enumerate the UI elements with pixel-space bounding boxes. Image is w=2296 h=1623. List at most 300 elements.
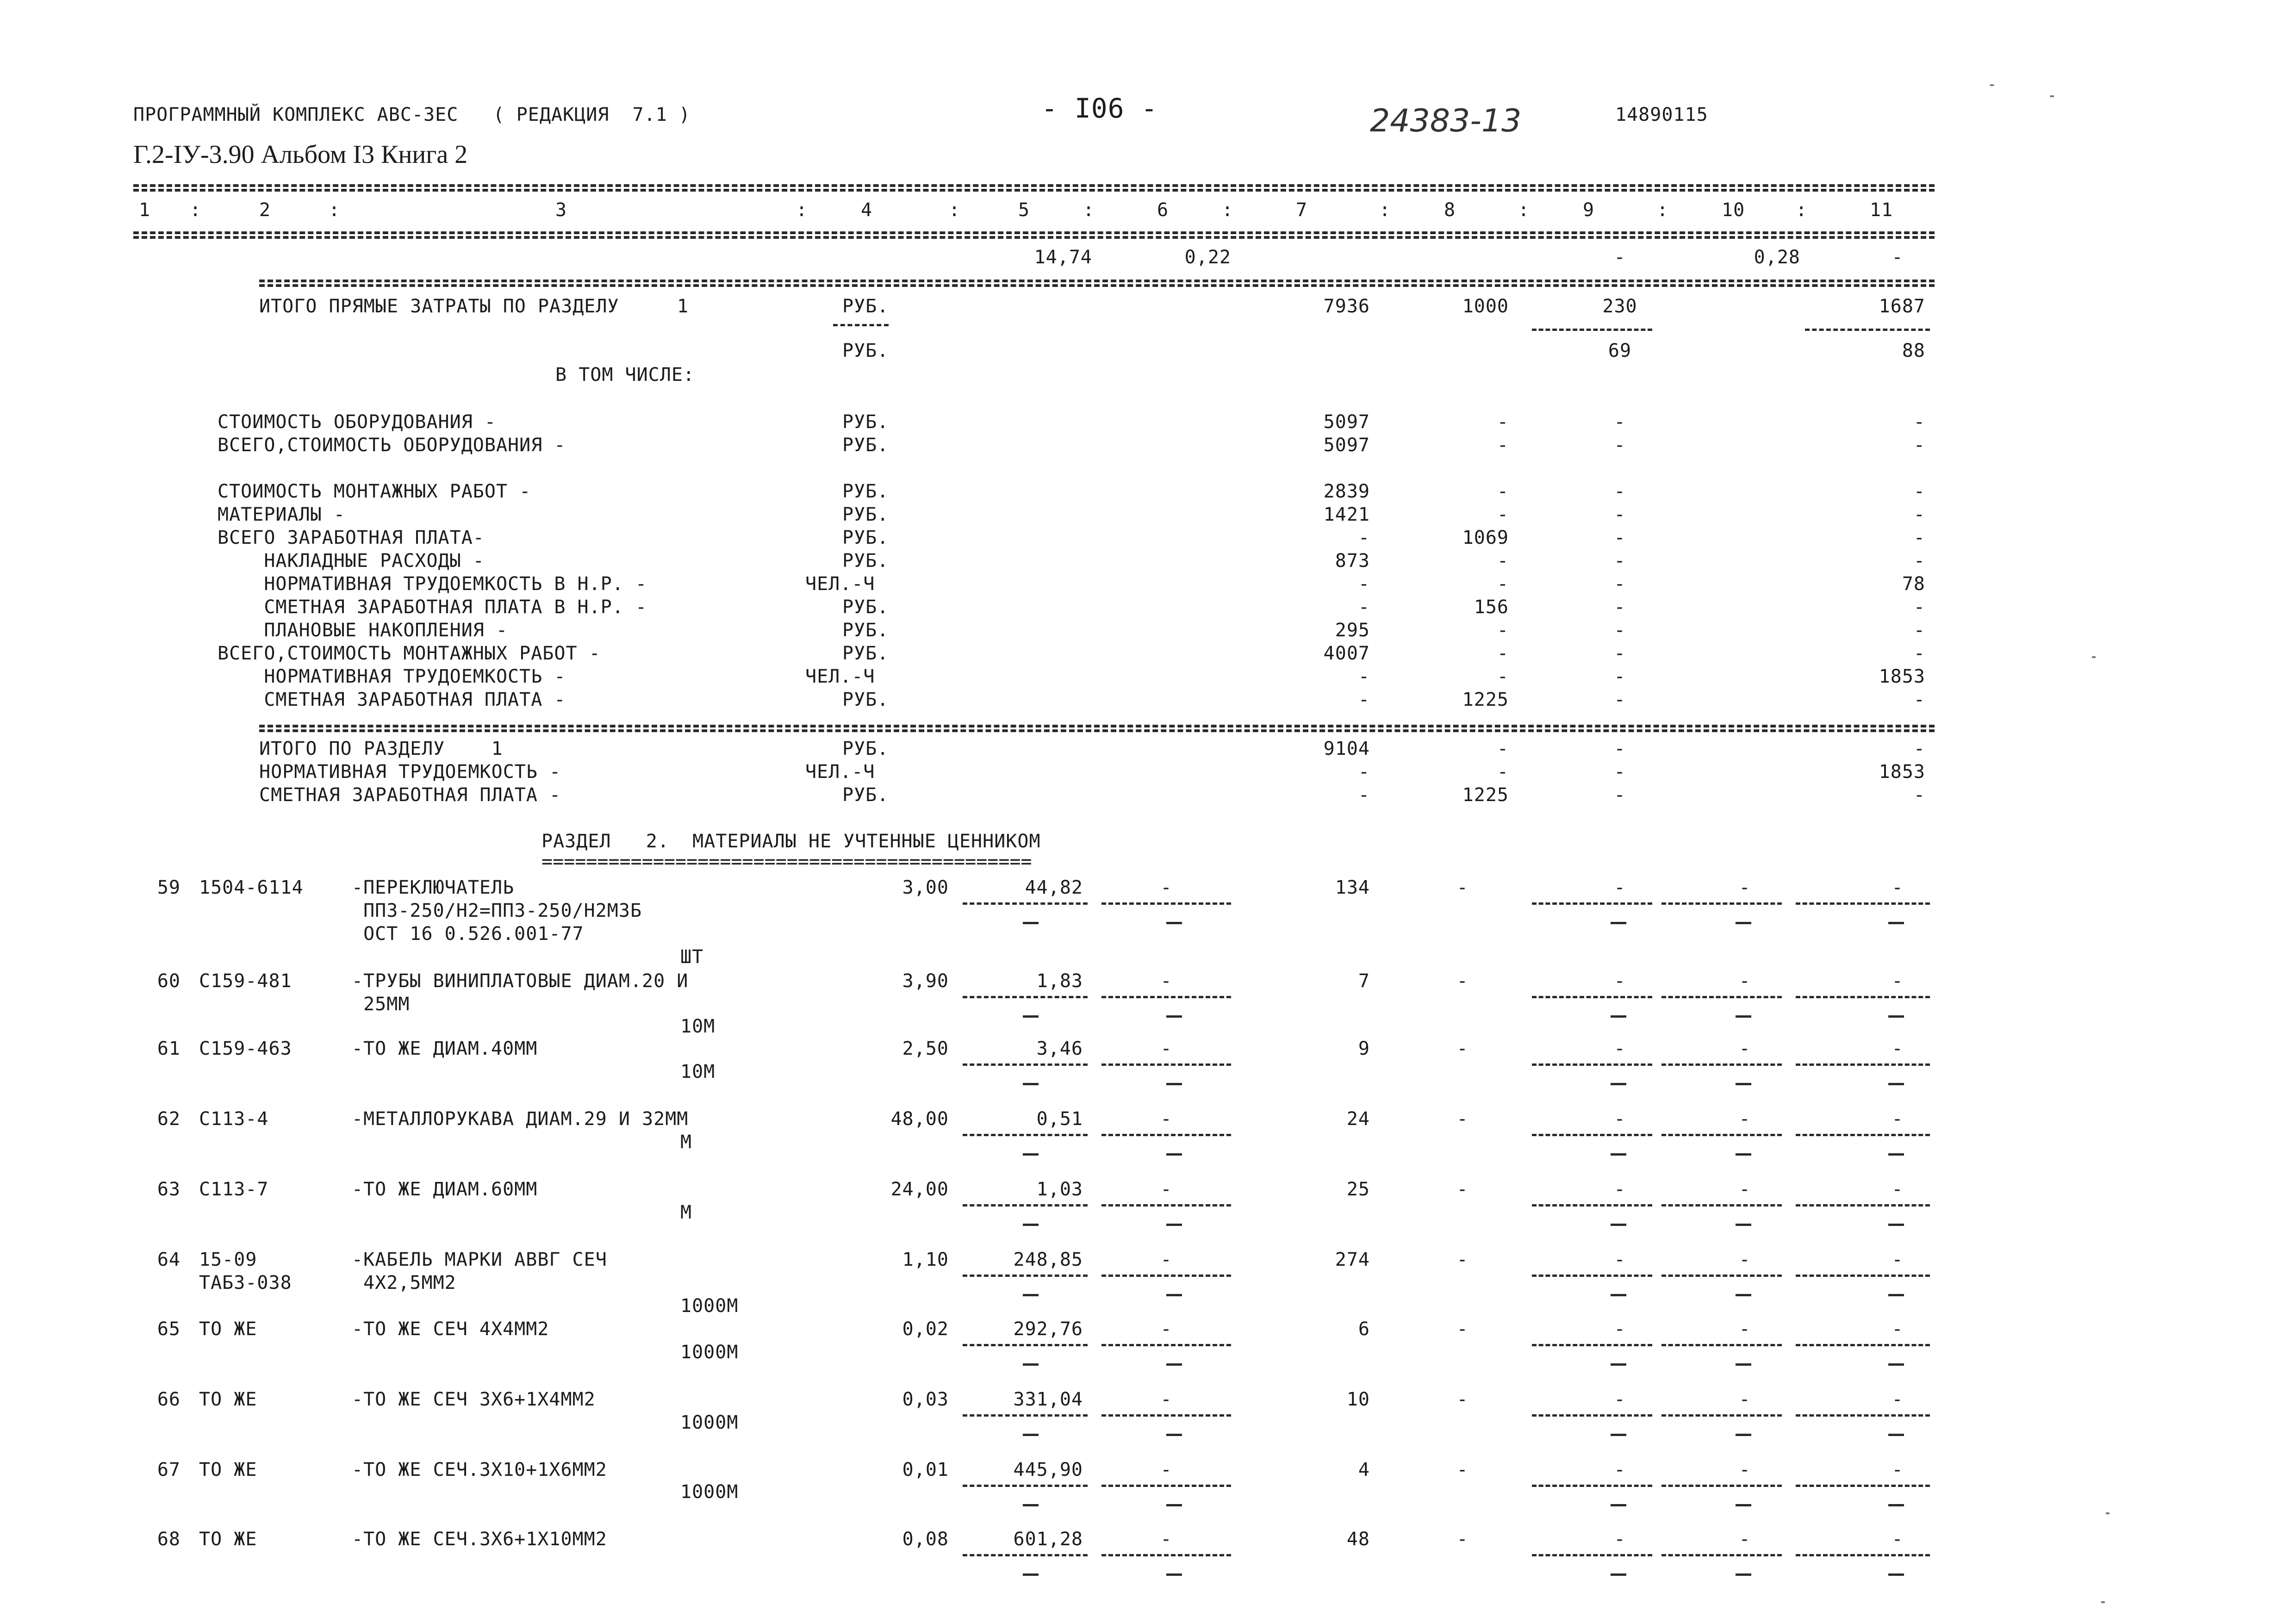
column-header-1: 1 [139, 199, 151, 221]
item-c11: - [1892, 1459, 1904, 1480]
c9-underline [1532, 1554, 1652, 1556]
item-desc-line: -ТРУБЫ ВИНИПЛАТОВЫЕ ДИАМ.20 И [352, 970, 689, 992]
sub-dash-price [1023, 1363, 1039, 1366]
price-underline [963, 1275, 1088, 1277]
item-c8: - [1456, 1038, 1468, 1059]
summary-c9: - [1614, 411, 1626, 433]
item-unit-row [0, 1014, 2296, 1038]
item-number: 63 [157, 1179, 180, 1200]
item-c11: - [1892, 1529, 1904, 1550]
c11-underline [1796, 996, 1930, 998]
item-c11: - [1892, 1108, 1904, 1130]
price-underline [963, 902, 1088, 905]
sub-dash-price [1023, 1224, 1039, 1226]
item-c11: - [1892, 1389, 1904, 1410]
sub-dash-c6 [1166, 1294, 1182, 1296]
item-c10: - [1739, 1529, 1751, 1550]
total-label: ИТОГО ПРЯМЫЕ ЗАТРАТЫ ПО РАЗДЕЛУ 1 [259, 296, 689, 317]
item-price: 445,90 [1013, 1459, 1083, 1480]
sub-dash-c9 [1611, 1015, 1626, 1018]
summary-row [0, 549, 2296, 573]
item-desc-row [0, 922, 2296, 946]
item-c9: - [1614, 1108, 1626, 1130]
summary-unit: РУБ. [842, 411, 889, 433]
sub-dash-c11 [1888, 1434, 1904, 1436]
summary-label: МАТЕРИАЛЫ - [218, 504, 345, 525]
c9-underline [1532, 1344, 1652, 1346]
summary-row [0, 572, 2296, 596]
summary-c7: 873 [1335, 550, 1370, 572]
handwritten-doc-number: 24383-13 [1370, 103, 1522, 139]
sub-dash-c6 [1166, 1153, 1182, 1156]
item-unit: 1000М [680, 1412, 739, 1433]
sub-dash-c10 [1736, 1573, 1751, 1576]
summary-c7: 1421 [1323, 504, 1370, 525]
c10-underline [1661, 996, 1782, 998]
item-c8: - [1456, 1318, 1468, 1340]
sub-dash-c6 [1166, 1015, 1182, 1018]
item-c9: - [1614, 1459, 1626, 1480]
summary-c7: - [1358, 666, 1370, 687]
item-main-row [0, 1527, 2296, 1551]
item-price: 0,51 [1036, 1108, 1083, 1130]
column-separator: : [949, 199, 961, 221]
c11-underline [1796, 1134, 1930, 1136]
summary-c7: - [1358, 527, 1370, 548]
sub-dash-c11 [1888, 922, 1904, 924]
unit-underline [833, 324, 889, 326]
column-separator: : [1222, 199, 1234, 221]
summary-c7: 5097 [1323, 411, 1370, 433]
item-c6: - [1160, 1389, 1172, 1410]
item-qty: 0,02 [902, 1318, 949, 1340]
price-underline [963, 1485, 1088, 1487]
item-qty: 24,00 [890, 1179, 949, 1200]
summary-unit: РУБ. [842, 550, 889, 572]
c9-underline [1532, 1485, 1652, 1487]
column-header-11: 11 [1870, 199, 1893, 221]
summary-unit: РУБ. [842, 597, 889, 618]
summary-c9: - [1614, 666, 1626, 687]
item-main-row [0, 1458, 2296, 1482]
column-separator: : [1657, 199, 1669, 221]
item-code: С159-481 [199, 970, 292, 992]
item-price: 3,46 [1036, 1038, 1083, 1059]
column-header-3: 3 [555, 199, 567, 221]
summary-c8: - [1497, 411, 1509, 433]
summary-row [0, 665, 2296, 689]
section-total-row [0, 737, 2296, 761]
sub-dash-c10 [1736, 1153, 1751, 1156]
c9-underline [1532, 1204, 1652, 1206]
item-desc-line: -ТО ЖЕ ДИАМ.60ММ [352, 1179, 538, 1200]
summary-unit: РУБ. [842, 504, 889, 525]
item-desc-line: ПП3-250/Н2=ПП3-250/Н2М3Б [352, 900, 642, 921]
c6-underline [1101, 1063, 1231, 1066]
total-unit: РУБ. [842, 296, 889, 317]
section1-total-row-2 [0, 339, 2296, 363]
summary-row [0, 688, 2296, 712]
sub-dash-c10 [1736, 1363, 1751, 1366]
item-code: С159-463 [199, 1038, 292, 1059]
c6-underline [1101, 1134, 1231, 1136]
item-unit-row [0, 945, 2296, 969]
section-total-unit: ЧЕЛ.-Ч [805, 761, 875, 783]
item-c11: - [1892, 1318, 1904, 1340]
sub-dash-price [1023, 922, 1039, 924]
sub-dash-c10 [1736, 1015, 1751, 1018]
item-desc-line: -ТО ЖЕ СЕЧ 3Х6+1Х4ММ2 [352, 1389, 596, 1410]
section-total-c8: 1225 [1462, 784, 1509, 806]
item-number: 62 [157, 1108, 180, 1130]
sub-dash-c10 [1736, 1294, 1751, 1296]
carryover-row [0, 245, 2296, 269]
c9-underline [1532, 1063, 1652, 1066]
item-c9: - [1614, 1179, 1626, 1200]
price-underline [963, 1063, 1088, 1066]
summary-unit: ЧЕЛ.-Ч [805, 666, 875, 687]
item-c7: 7 [1358, 970, 1370, 992]
section2-title: РАЗДЕЛ 2. МАТЕРИАЛЫ НЕ УЧТЕННЫЕ ЦЕННИКОМ [541, 831, 1041, 852]
item-c10: - [1739, 1249, 1751, 1270]
c11-underline [1796, 1485, 1930, 1487]
summary-c9: - [1614, 597, 1626, 618]
summary-label: ВСЕГО,СТОИМОСТЬ ОБОРУДОВАНИЯ - [218, 435, 566, 456]
summary-unit: РУБ. [842, 643, 889, 664]
summary-c8: - [1497, 573, 1509, 595]
cell-c6: 0,22 [1184, 247, 1231, 268]
sub-dash-c9 [1611, 922, 1626, 924]
sub-dash-c11 [1888, 1083, 1904, 1085]
price-underline [963, 1554, 1088, 1556]
item-c8: - [1456, 1529, 1468, 1550]
c6-underline [1101, 1275, 1231, 1277]
cell-c5: 14,74 [1034, 247, 1092, 268]
item-desc-line: -ТО ЖЕ ДИАМ.40ММ [352, 1038, 538, 1059]
column-header-8: 8 [1444, 199, 1456, 221]
summary-unit: РУБ. [842, 481, 889, 502]
sub-dash-c6 [1166, 1363, 1182, 1366]
item-qty: 0,08 [902, 1529, 949, 1550]
album-title: Г.2-IУ-3.90 Альбом I3 Книга 2 [133, 140, 468, 169]
item-desc-line: 4Х2,5ММ2 [352, 1272, 456, 1293]
summary-c8: - [1497, 481, 1509, 502]
header-rule-bottom [133, 231, 1935, 234]
item-desc-line: ОСТ 16 0.526.001-77 [352, 923, 584, 945]
item-desc-line: -ТО ЖЕ СЕЧ.3Х6+1Х10ММ2 [352, 1529, 607, 1550]
sub-dash-c10 [1736, 922, 1751, 924]
item-main-row [0, 1317, 2296, 1341]
total-unit-2: РУБ. [842, 340, 889, 361]
summary-c11: - [1913, 550, 1925, 572]
item-main-row [0, 876, 2296, 900]
item-c6: - [1160, 1038, 1172, 1059]
item-unit: М [680, 1132, 692, 1153]
summary-c9: - [1614, 435, 1626, 456]
summary-c7: - [1358, 573, 1370, 595]
summary-c9: - [1614, 481, 1626, 502]
c6-underline [1101, 1554, 1231, 1556]
section-total-label: ИТОГО ПО РАЗДЕЛУ 1 [259, 738, 503, 759]
sub-dash-c10 [1736, 1224, 1751, 1226]
item-desc-line: -ТО ЖЕ СЕЧ.3Х10+1Х6ММ2 [352, 1459, 607, 1480]
summary-c11: - [1913, 411, 1925, 433]
item-desc-line: -ТО ЖЕ СЕЧ 4Х4ММ2 [352, 1318, 549, 1340]
summary-row [0, 595, 2296, 619]
summary-label: НАКЛАДНЫЕ РАСХОДЫ - [218, 550, 485, 572]
item-c10: - [1739, 1038, 1751, 1059]
item-c7: 25 [1346, 1179, 1370, 1200]
item-c8: - [1456, 1179, 1468, 1200]
item-unit: 1000М [680, 1295, 739, 1317]
c10-underline [1661, 902, 1782, 905]
item-c8: - [1456, 970, 1468, 992]
column-header-4: 4 [861, 199, 873, 221]
c10-underline [1661, 1063, 1782, 1066]
item-c9: - [1614, 877, 1626, 898]
item-c6: - [1160, 1249, 1172, 1270]
item-number: 67 [157, 1459, 180, 1480]
summary-c11: - [1913, 597, 1925, 618]
item-c6: - [1160, 1459, 1172, 1480]
item-qty: 0,03 [902, 1389, 949, 1410]
item-c11: - [1892, 1038, 1904, 1059]
c11-underline [1796, 902, 1930, 905]
summary-c7: 295 [1335, 620, 1370, 641]
section-total-unit: РУБ. [842, 738, 889, 759]
summary-c9: - [1614, 689, 1626, 710]
summary-row [0, 503, 2296, 527]
item-unit: 10М [680, 1061, 716, 1082]
summary-c9: - [1614, 620, 1626, 641]
item-code: ТО ЖЕ [199, 1459, 257, 1480]
sub-dash-price [1023, 1083, 1039, 1085]
summary-c11: - [1913, 504, 1925, 525]
item-c7: 10 [1346, 1389, 1370, 1410]
item-c8: - [1456, 1249, 1468, 1270]
section-rule-2 [259, 284, 1935, 287]
summary-c11: - [1913, 435, 1925, 456]
sub-dash-c9 [1611, 1224, 1626, 1226]
header-rule-bottom-2 [133, 236, 1935, 239]
item-number: 61 [157, 1038, 180, 1059]
item-c9: - [1614, 1318, 1626, 1340]
c6-underline [1101, 902, 1231, 905]
sub-dash-c9 [1611, 1294, 1626, 1296]
summary-c7: 2839 [1323, 481, 1370, 502]
summary-label: НОРМАТИВНАЯ ТРУДОЕМКОСТЬ - [218, 666, 566, 687]
section-total-c7: 9104 [1323, 738, 1370, 759]
summary-c8: - [1497, 550, 1509, 572]
summary-c8: - [1497, 435, 1509, 456]
item-c8: - [1456, 1459, 1468, 1480]
section1-total-row [0, 294, 2296, 318]
summary-unit: РУБ. [842, 435, 889, 456]
sub-dash-c11 [1888, 1363, 1904, 1366]
summary-label: СТОИМОСТЬ ОБОРУДОВАНИЯ - [218, 411, 496, 433]
c11-underline [1796, 1204, 1930, 1206]
summary-c11: - [1913, 527, 1925, 548]
sub-dash-c9 [1611, 1504, 1626, 1506]
summary-c9: - [1614, 550, 1626, 572]
item-main-row [0, 1248, 2296, 1272]
summary-c11: - [1913, 643, 1925, 664]
item-qty: 3,00 [902, 877, 949, 898]
item-c8: - [1456, 1108, 1468, 1130]
sub-dash-price [1023, 1153, 1039, 1156]
item-qty: 1,10 [902, 1249, 949, 1270]
item-desc-line: -КАБЕЛЬ МАРКИ АВВГ СЕЧ [352, 1249, 607, 1270]
header-rule-top-2 [133, 189, 1935, 192]
cell-c10: 0,28 [1754, 247, 1800, 268]
item-c6: - [1160, 970, 1172, 992]
summary-c9: - [1614, 643, 1626, 664]
item-c11: - [1892, 1179, 1904, 1200]
item-c11: - [1892, 970, 1904, 992]
item-unit-row [0, 1294, 2296, 1318]
summary-c8: 1069 [1462, 527, 1509, 548]
c6-underline [1101, 1344, 1231, 1346]
item-code: ТО ЖЕ [199, 1318, 257, 1340]
item-c8: - [1456, 1389, 1468, 1410]
item-c6: - [1160, 1318, 1172, 1340]
summary-unit: ЧЕЛ.-Ч [805, 573, 875, 595]
item-price: 331,04 [1013, 1389, 1083, 1410]
item-desc-line: -ПЕРЕКЛЮЧАТЕЛЬ [352, 877, 515, 898]
c10-underline [1661, 1485, 1782, 1487]
section2-underline: ============================================ [541, 851, 1032, 872]
item-c11: - [1892, 877, 1904, 898]
section-total-c9: - [1614, 784, 1626, 806]
sub-dash-c11 [1888, 1504, 1904, 1506]
item-c10: - [1739, 1179, 1751, 1200]
item-c7: 274 [1335, 1249, 1370, 1270]
column-header-9: 9 [1583, 199, 1595, 221]
item-qty: 48,00 [890, 1108, 949, 1130]
c10-underline [1661, 1344, 1782, 1346]
summary-c7: 5097 [1323, 435, 1370, 456]
summary-c7: - [1358, 597, 1370, 618]
summary-c11: 78 [1902, 573, 1925, 595]
item-number: 66 [157, 1389, 180, 1410]
item-code: С113-7 [199, 1179, 269, 1200]
item-main-row [0, 1387, 2296, 1412]
item-price: 601,28 [1013, 1529, 1083, 1550]
column-separator: : [329, 199, 341, 221]
summary-row [0, 641, 2296, 665]
section-total-c8: - [1497, 738, 1509, 759]
sub-dash-c6 [1166, 1083, 1182, 1085]
sub-dash-c6 [1166, 1573, 1182, 1576]
program-header: ПРОГРАММНЫЙ КОМПЛЕКС АВС-3ЕС ( РЕДАКЦИЯ 7.1 ) [133, 104, 691, 125]
summary-c9: - [1614, 573, 1626, 595]
sub-dash-price [1023, 1434, 1039, 1436]
item-c10: - [1739, 1108, 1751, 1130]
summary-c11: 1853 [1879, 666, 1925, 687]
item-c10: - [1739, 1318, 1751, 1340]
section-total-c11: 1853 [1879, 761, 1925, 783]
section-rule-1 [259, 280, 1935, 282]
item-main-row [0, 1107, 2296, 1131]
item-code: 15-09 [199, 1249, 257, 1270]
item-c7: 4 [1358, 1459, 1370, 1480]
section-total-rule-1 [259, 725, 1935, 728]
sub-dash-price [1023, 1573, 1039, 1576]
column-separator: : [1083, 199, 1095, 221]
summary-c11: - [1913, 481, 1925, 502]
c9-underline [1532, 1275, 1652, 1277]
summary-row [0, 479, 2296, 504]
summary-label: ВСЕГО,СТОИМОСТЬ МОНТАЖНЫХ РАБОТ - [218, 643, 601, 664]
summary-c11: - [1913, 689, 1925, 710]
total-c11: 1687 [1879, 296, 1925, 317]
item-c10: - [1739, 877, 1751, 898]
summary-unit: РУБ. [842, 620, 889, 641]
item-c9: - [1614, 1389, 1626, 1410]
c11-underline [1796, 1063, 1930, 1066]
summary-c9: - [1614, 527, 1626, 548]
column-header-row [0, 198, 2296, 222]
summary-label: НОРМАТИВНАЯ ТРУДОЕМКОСТЬ В Н.Р. - [218, 573, 647, 595]
c10-underline [1661, 1134, 1782, 1136]
summary-label: ВСЕГО ЗАРАБОТНАЯ ПЛАТА- [218, 527, 485, 548]
code-number: 14890115 [1615, 104, 1708, 125]
section-total-c7: - [1358, 761, 1370, 783]
column-header-10: 10 [1722, 199, 1745, 221]
summary-c7: - [1358, 689, 1370, 710]
item-price: 44,82 [1025, 877, 1083, 898]
summary-c8: - [1497, 666, 1509, 687]
item-code-2: ТАБ3-038 [199, 1272, 292, 1293]
summary-label: СТОИМОСТЬ МОНТАЖНЫХ РАБОТ - [218, 481, 531, 502]
item-code: ТО ЖЕ [199, 1529, 257, 1550]
section-total-c8: - [1497, 761, 1509, 783]
cell-c9: - [1614, 247, 1626, 268]
price-underline [963, 1344, 1088, 1346]
price-underline [963, 1134, 1088, 1136]
summary-c8: - [1497, 504, 1509, 525]
item-c9: - [1614, 1529, 1626, 1550]
summary-c9: - [1614, 504, 1626, 525]
summary-c8: - [1497, 643, 1509, 664]
item-c10: - [1739, 970, 1751, 992]
price-underline [963, 1414, 1088, 1417]
item-c7: 6 [1358, 1318, 1370, 1340]
item-c9: - [1614, 1249, 1626, 1270]
item-number: 60 [157, 970, 180, 992]
section-total-c7: - [1358, 784, 1370, 806]
header-rule-top [133, 184, 1935, 187]
sub-dash-c6 [1166, 1434, 1182, 1436]
item-c7: 134 [1335, 877, 1370, 898]
item-desc-line: 25ММ [352, 994, 410, 1015]
section-total-c11: - [1913, 738, 1925, 759]
item-code: ТО ЖЕ [199, 1389, 257, 1410]
page-number: - I06 - [1041, 93, 1158, 124]
c10-underline [1661, 1204, 1782, 1206]
total-c8: 1000 [1462, 296, 1509, 317]
c11-underline [1796, 1414, 1930, 1417]
item-c7: 48 [1346, 1529, 1370, 1550]
column-separator: : [190, 199, 202, 221]
c6-underline [1101, 1204, 1231, 1206]
section-total-c9: - [1614, 761, 1626, 783]
sub-dash-price [1023, 1015, 1039, 1018]
item-number: 59 [157, 877, 180, 898]
column-header-6: 6 [1157, 199, 1169, 221]
section-total-label: НОРМАТИВНАЯ ТРУДОЕМКОСТЬ - [259, 761, 561, 783]
summary-label: СМЕТНАЯ ЗАРАБОТНАЯ ПЛАТА - [218, 689, 566, 710]
